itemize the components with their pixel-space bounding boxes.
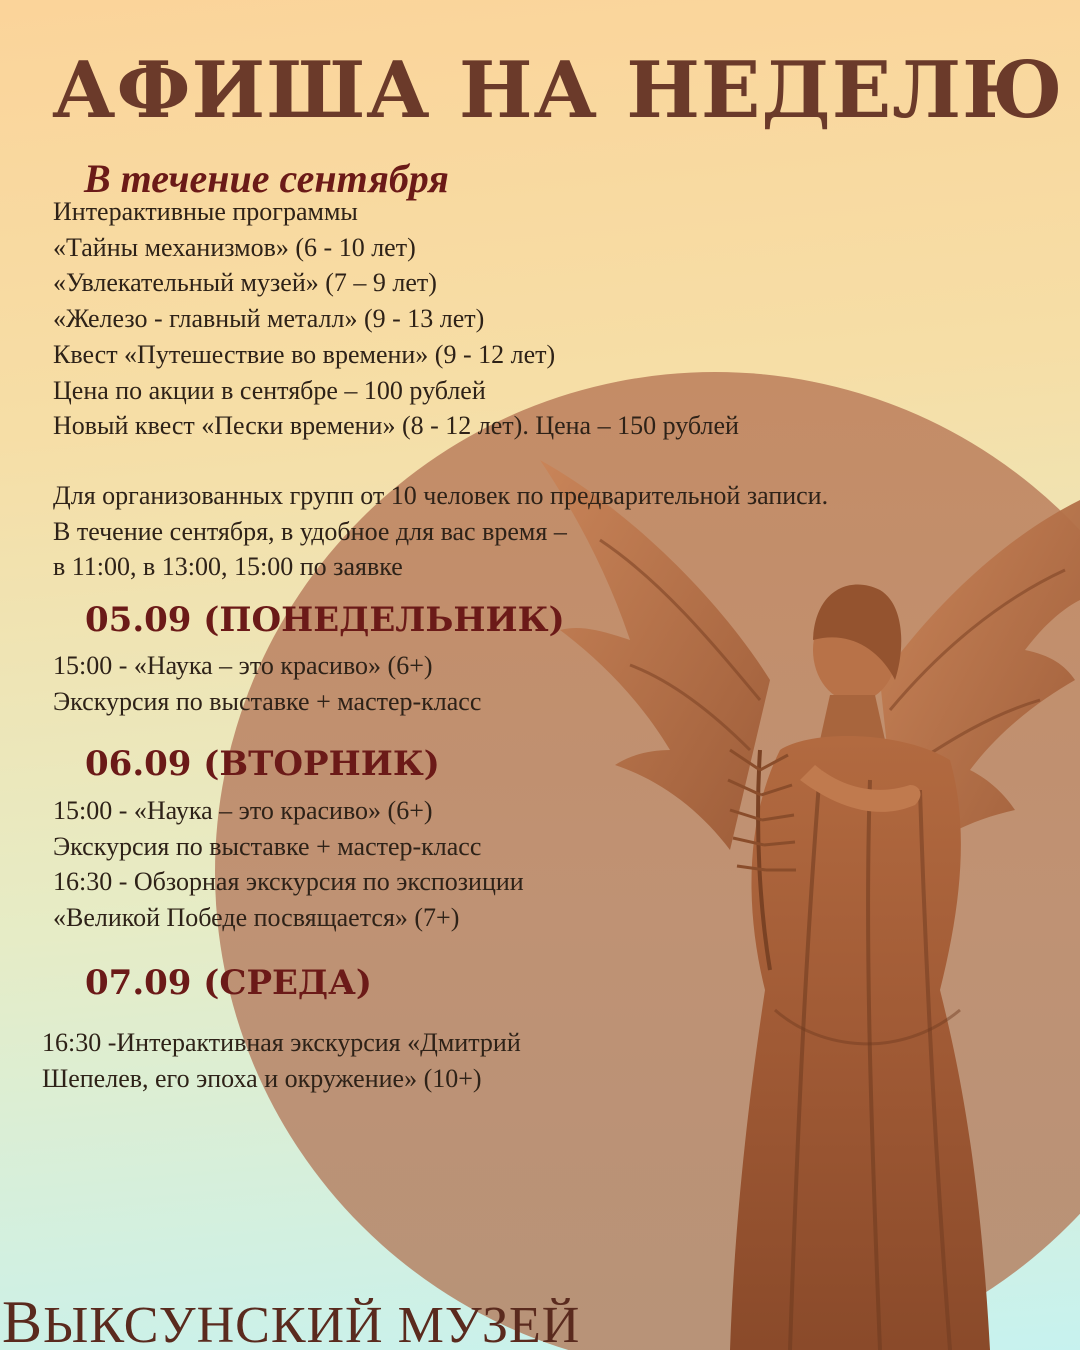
programs-block [53, 194, 739, 444]
section-subtitle: В течение сентября [84, 156, 449, 201]
day-events-tuesday [53, 793, 524, 936]
day-heading-tuesday: 06.09 (ВТОРНИК) [85, 744, 440, 784]
event-line: 15:00 - «Наука – это красиво» (6+) [53, 796, 433, 825]
program-line: «Тайны механизмов» (6 - 10 лет) [53, 232, 416, 262]
museum-name-rest: ЫКСУНСКИЙ МУЗЕЙ [43, 1297, 581, 1350]
day-heading-monday: 05.09 (ПОНЕДЕЛЬНИК) [85, 600, 565, 640]
groups-block [53, 478, 828, 585]
program-line: Интерактивные программы [53, 197, 358, 226]
museum-name-initial: В [2, 1289, 44, 1350]
event-line: Шепелев, его эпоха и окружение» (10+) [42, 1063, 482, 1093]
program-line: «Железо - главный металл» (9 - 13 лет) [53, 304, 485, 334]
day-heading-wednesday: 07.09 (СРЕДА) [85, 963, 372, 1003]
event-line: Экскурсия по выставке + мастер-класс [53, 686, 482, 716]
groups-line: В течение сентября, в удобное для вас время – [53, 516, 567, 546]
program-line: «Увлекательный музей» (7 – 9 лет) [53, 268, 437, 298]
program-line: Цена по акции в сентябре – 100 рублей [53, 375, 486, 405]
event-line: Экскурсия по выставке + мастер-класс [53, 831, 482, 861]
day-events-monday [53, 648, 481, 719]
page-title: АФИША НА НЕДЕЛЮ [52, 45, 1064, 136]
groups-line: в 11:00, в 13:00, 15:00 по заявке [53, 552, 403, 582]
groups-line: Для организованных групп от 10 человек по предварительной записи. [53, 481, 829, 510]
event-line: «Великой Победе посвящается» (7+) [53, 903, 460, 933]
museum-name [2, 1288, 580, 1350]
program-line: Новый квест «Пески времени» (8 - 12 лет). Цена – 150 рублей [53, 411, 739, 441]
event-line: 15:00 - «Наука – это красиво» (6+) [53, 651, 433, 680]
day-events-wednesday [42, 1025, 521, 1096]
event-line: 16:30 -Интерактивная экскурсия «Дмитрий [42, 1028, 521, 1057]
program-line: Квест «Путешествие во времени» (9 - 12 лет) [53, 339, 556, 369]
event-line: 16:30 - Обзорная экскурсия по экспозиции [53, 867, 524, 897]
